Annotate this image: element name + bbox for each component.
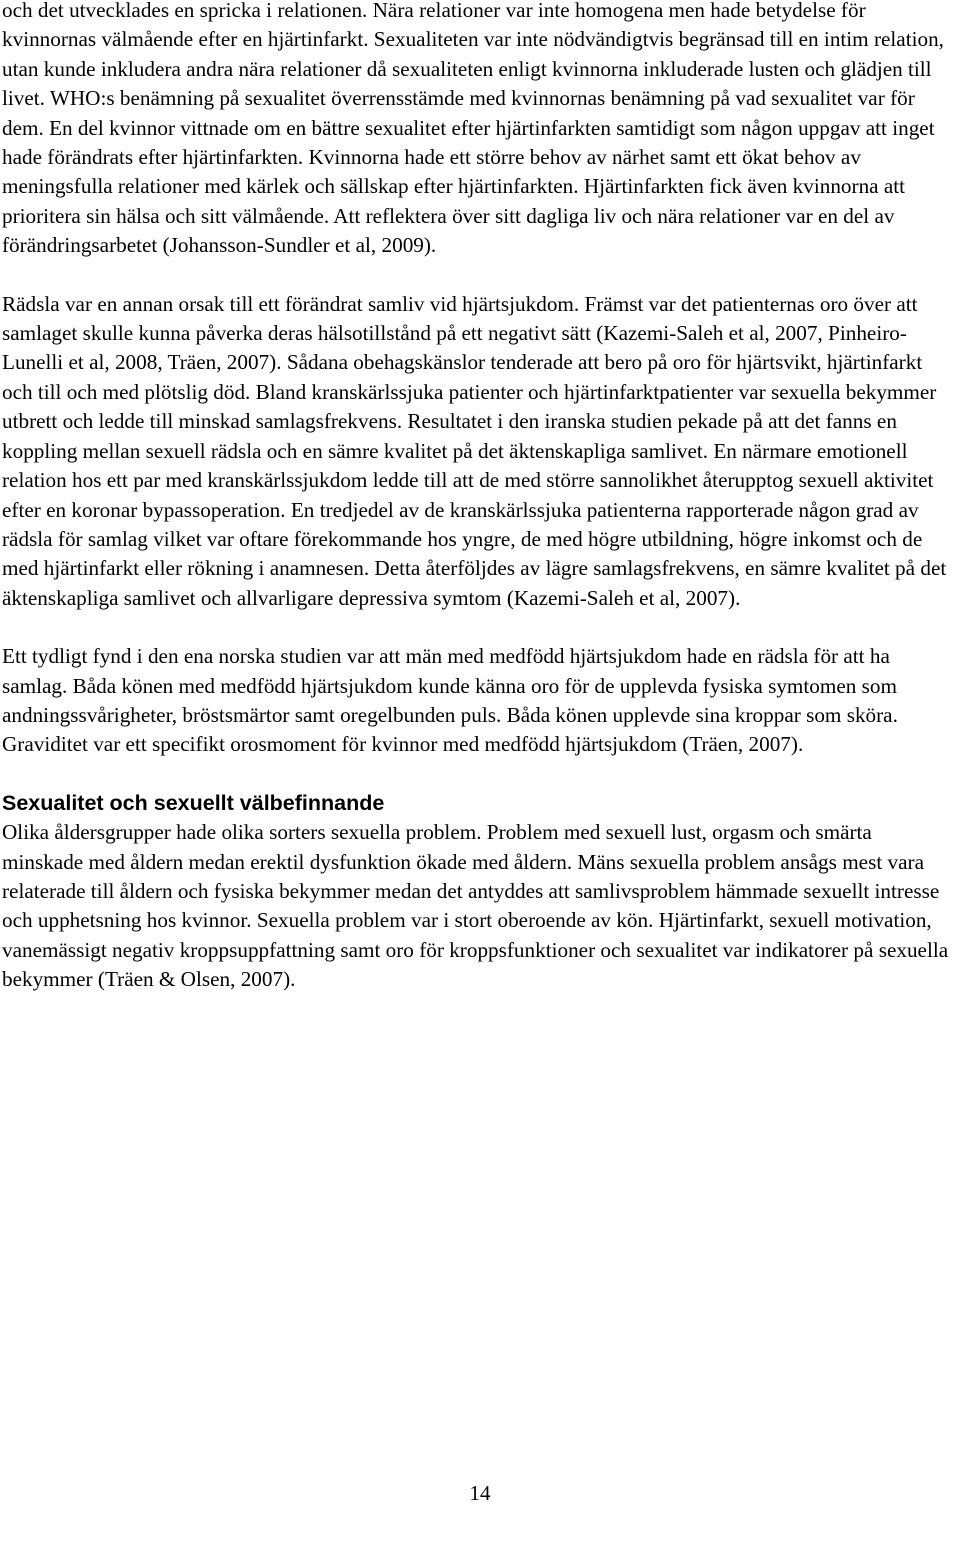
body-paragraph: Rädsla var en annan orsak till ett förändrat samliv vid hjärtsjukdom. Främst var det patienternas oro över att samlaget skulle kunna påverka deras hälsotillstånd på ett negativt sätt (Kazemi-Saleh et al, 2007, Pinheiro-Lunelli et al, 2008, Träen, 2007). Sådana obehagskänslor tenderade att bero på oro för hjärtsvikt, hjärtinfarkt och till och med plötslig död. Bland kranskärlssjuka patienter och hjärtinfarktpatienter var sexuella bekymmer utbrett och ledde till minskad samlagsfrekvens. Resultatet i den iranska studien pekade på att det fanns en koppling mellan sexuell rädsla och en sämre kvalitet på det äktenskapliga samlivet. En närmare emotionell relation hos ett par med kranskärlssjukdom ledde till att de med större sannolikhet återupptog sexuell aktivitet efter en koronar bypassoperation. En tredjedel av de kranskärlssjuka patienterna rapporterade någon grad av rädsla för samlag vilket var oftare förekommande hos yngre, de med högre utbildning, högre inkomst och de med hjärtinfarkt eller rökning i anamnesen. Detta återföljdes av lägre samlagsfrekvens, en sämre kvalitet på det äktenskapliga samlivet och allvarligare depressiva symtom (Kazemi-Saleh et al, 2007). [2, 291, 947, 610]
body-paragraph: och det utvecklades en spricka i relationen. Nära relationer var inte homogena men hade betydelse för kvinnornas välmående efter en hjärtinfarkt. Sexualiteten var inte nödvändigtvis begränsad till en intim relation, utan kunde inkludera andra nära relationer då sexualiteten enligt kvinnorna inkluderade lusten och glädjen till livet. WHO:s benämning på sexualitet överrensstämde med kvinnornas benämning på vad sexualitet var för dem. En del kvinnor vittnade om en bättre sexualitet efter hjärtinfarkten samtidigt som någon uppgav att inget hade förändrats efter hjärtinfarkten. Kvinnorna hade ett större behov av närhet samt ett ökat behov av meningsfulla relationer med kärlek och sällskap efter hjärtinfarkten. Hjärtinfarkten fick även kvinnorna att prioritera sin hälsa och sitt välmående. Att reflektera över sitt dagliga liv och nära relationer var en del av förändringsarbetet (Johansson-Sundler et al, 2009). [2, 0, 944, 258]
page-number: 14 [469, 1481, 491, 1505]
section-paragraph: Olika åldersgrupper hade olika sorters sexuella problem. Problem med sexuell lust, orgasm och smärta minskade med åldern medan erektil dysfunktion ökade med åldern. Mäns sexuella problem ansågs mest vara relaterade till åldern och fysiska bekymmer medan det antyddes att samlivsproblem hämmade sexuellt intresse och upphetsning hos kvinnor. Sexuella problem var i stort oberoende av kön. Hjärtinfarkt, sexuell motivation, vanemässigt negativ kroppsuppfattning samt oro för kroppsfunktioner och sexualitet var indikatorer på sexuella bekymmer (Träen & Olsen, 2007). [2, 820, 949, 992]
document-body [2, 0, 958, 995]
section-heading: Sexualitet och sexuellt välbefinnande [2, 790, 385, 815]
body-paragraph: Ett tydligt fynd i den ena norska studien var att män med medfödd hjärtsjukdom hade en rädsla för att ha samlag. Båda könen med medfödd hjärtsjukdom kunde känna oro för de upplevda fysiska symtomen som andningssvårigheter, bröstsmärtor samt oregelbunden puls. Båda könen upplevde sina kroppar som sköra. Graviditet var ett specifikt orosmoment för kvinnor med medfödd hjärtsjukdom (Träen, 2007). [2, 644, 898, 757]
